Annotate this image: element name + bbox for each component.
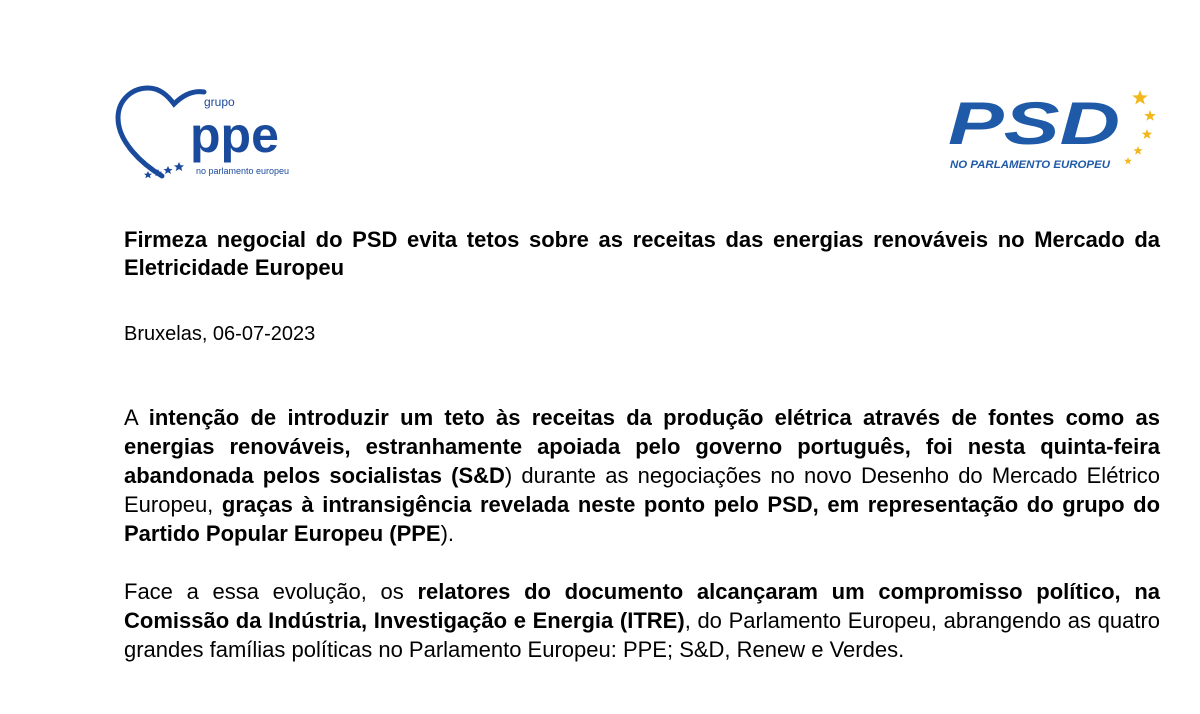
paragraph-2-text: , do Parlamento Europeu, abrangendo as quatro grandes famílias políticas no Parlamento Europeu: PPE; S&D, Renew e Verdes. [124, 608, 1160, 662]
psd-logo-subtext: NO PARLAMENTO EUROPEU [950, 159, 1112, 171]
ppe-heart-logo-graphic [112, 82, 312, 182]
psd-logo-wordmark: PSD [948, 90, 1120, 157]
ppe-logo [112, 82, 312, 182]
paragraph-1-bold-text: graças à intransigência revelada neste ponto pelo PSD, em representação do grupo do Partido Popular Europeu (PPE [124, 492, 1161, 546]
paragraph-1 [124, 403, 1160, 548]
psd-logo [948, 86, 1160, 178]
paragraph-1-text: ). [440, 521, 455, 546]
ppe-logo-wordmark: ppe [190, 107, 279, 163]
document-title: Firmeza negocial do PSD evita tetos sobre as receitas das energias renováveis no Mercado da Eletricidade Europeu [124, 227, 1160, 280]
paragraph-1-text: A [124, 405, 149, 430]
paragraph-2-text: Face a essa evolução, os [124, 579, 418, 604]
paragraph-2-bold-text: relatores do documento alcançaram um compromisso político, na Comissão da Indústria, Investigação e Energia (ITRE) [124, 579, 1160, 633]
psd-stars-icon [1124, 90, 1156, 165]
paragraph-2 [124, 577, 1160, 664]
paragraph-1-bold-text: intenção de introduzir um teto às receitas da produção elétrica através de fontes como as energias renováveis, estranhamente apoiada pelo governo português, foi nesta quinta-feira abandonada pelos socialistas (S&D [124, 405, 1160, 488]
dateline: Bruxelas, 06-07-2023 [124, 323, 316, 345]
paragraph-1-text: ) durante as negociações no novo Desenho do Mercado Elétrico Europeu, [124, 463, 1160, 517]
psd-logo-graphic [948, 86, 1160, 178]
ppe-logo-small-text: grupo [204, 95, 235, 109]
ppe-logo-subtext: no parlamento europeu [196, 166, 290, 176]
